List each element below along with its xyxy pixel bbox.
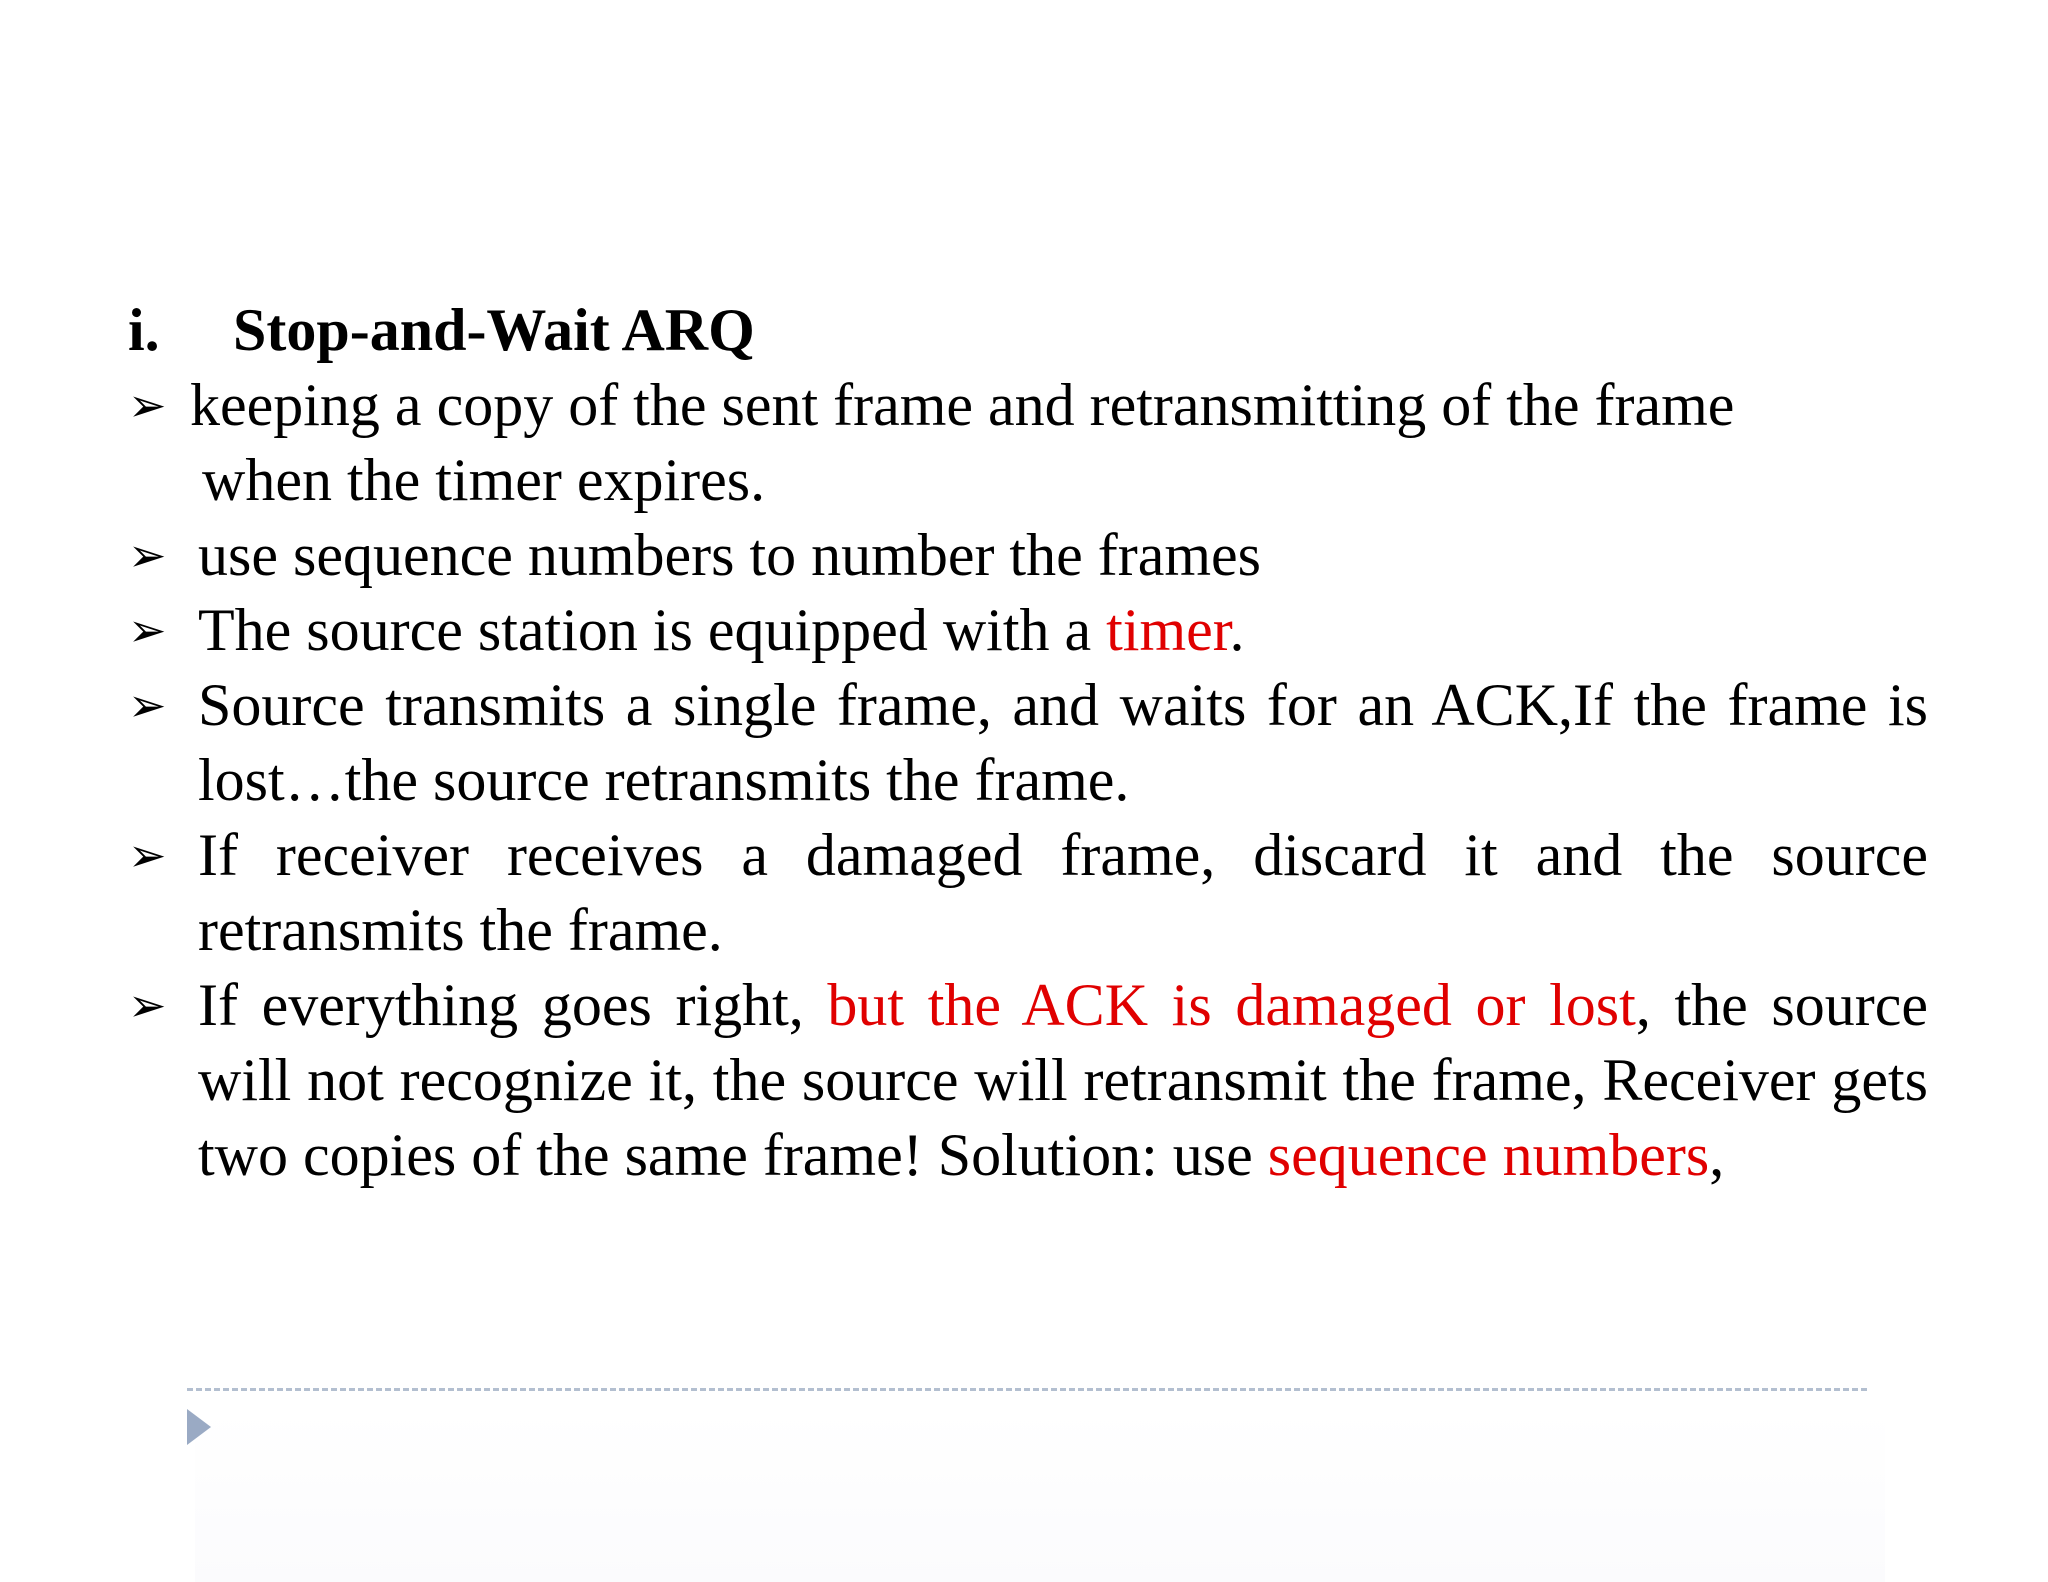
section-number: i. (128, 297, 160, 363)
section-heading (128, 292, 755, 368)
bullet-text-end: . (1229, 597, 1245, 663)
bullet-text-continued: when the timer expires. (202, 447, 766, 513)
bullet-item (128, 518, 1928, 593)
bullet-text: keeping a copy of the sent frame and retransmitting of the frame (190, 372, 1735, 438)
bullet-text: Source transmits a single frame, and waits for an ACK,If the frame is lost…the source retransmits the frame. (198, 672, 1928, 813)
section-title: Stop-and-Wait ARQ (233, 297, 755, 363)
bullet-item (128, 593, 1928, 668)
bullet-item (128, 668, 1928, 818)
highlight-text: sequence numbers (1267, 1122, 1710, 1188)
bullet-text-middle: , the source will not recognize it, the source will retransmit the frame, Receiver gets two copies of the same frame! Solution: use (198, 972, 1928, 1188)
arrowhead-bullet-icon: ➢ (128, 678, 167, 732)
bullet-item (128, 368, 1928, 518)
highlight-text: but the ACK is damaged or lost (827, 972, 1636, 1038)
bullet-text: The source station is equipped with a (198, 597, 1107, 663)
bullet-text: use sequence numbers to number the frames (198, 522, 1261, 588)
bullet-list (128, 368, 1928, 1193)
arrowhead-bullet-icon: ➢ (128, 978, 167, 1032)
bullet-text: If receiver receives a damaged frame, discard it and the source retransmits the frame. (198, 822, 1928, 963)
arrowhead-bullet-icon: ➢ (128, 828, 167, 882)
bullet-text: If everything goes right, (198, 972, 828, 1038)
bullet-text-end: , (1709, 1122, 1725, 1188)
bullet-item (128, 818, 1928, 968)
footer-divider (187, 1388, 1867, 1391)
bullet-item (128, 968, 1928, 1193)
footer-shade (195, 1410, 1885, 1582)
arrowhead-bullet-icon: ➢ (128, 603, 167, 657)
arrowhead-bullet-icon: ➢ (128, 378, 167, 432)
triangle-play-icon (187, 1409, 211, 1445)
arrowhead-bullet-icon: ➢ (128, 528, 167, 582)
highlight-text: timer (1106, 597, 1230, 663)
